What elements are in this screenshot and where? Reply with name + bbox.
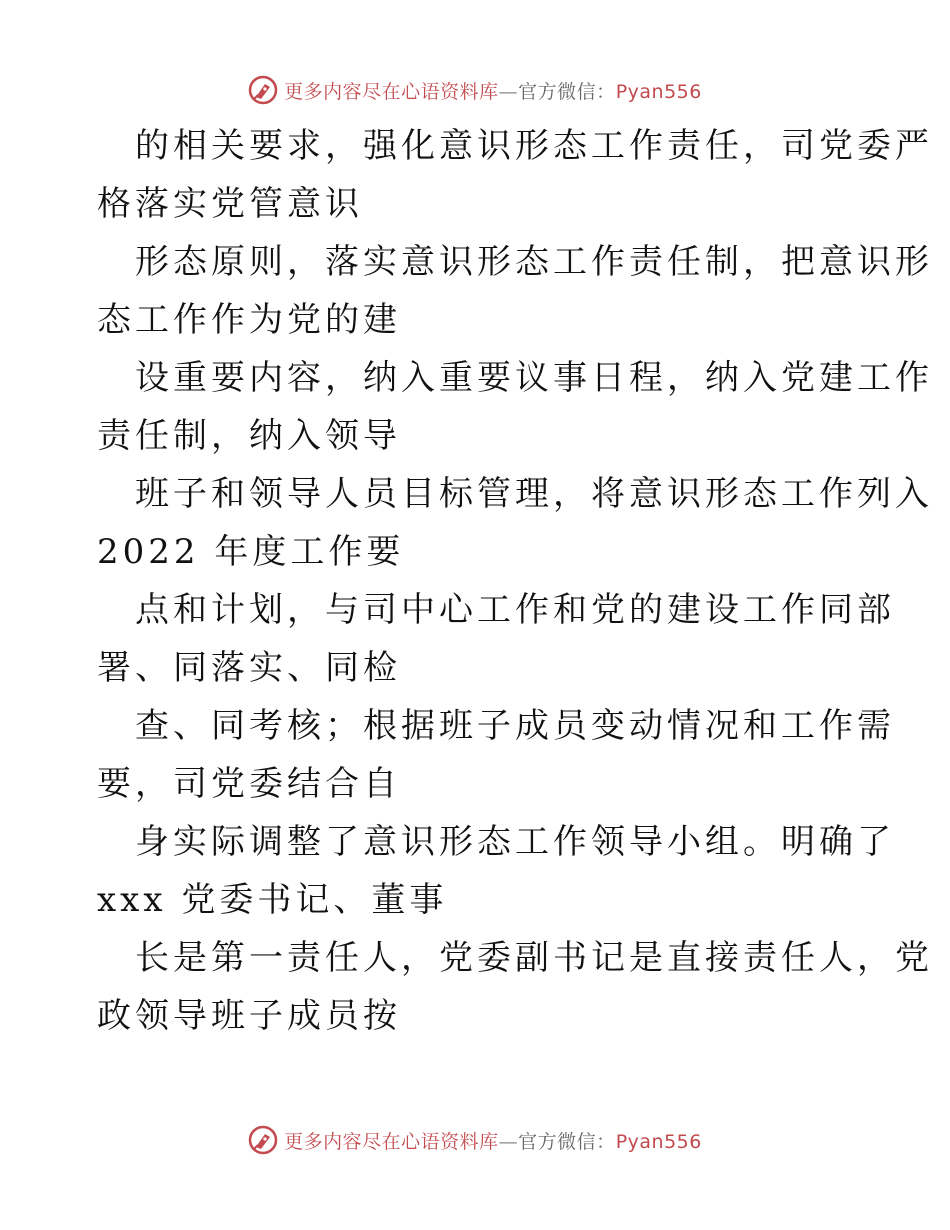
text-line: 身实际调整了意识形态工作领导小组。明确了 xyxy=(135,822,895,862)
text-line: 长是第一责任人，党委副书记是直接责任人，党 xyxy=(135,938,933,978)
footer-wechat-id: Pyan556 xyxy=(615,1130,702,1153)
text-line: 点和计划，与司中心工作和党的建设工作同部 xyxy=(135,590,895,630)
text-line: 要，司党委结合自 xyxy=(97,764,401,804)
text-line: xxx 党委书记、董事 xyxy=(97,880,448,920)
footer-wechat-label: 官方微信： xyxy=(518,1130,616,1153)
pen-nib-logo-icon xyxy=(248,1125,278,1155)
text-line: 2022 年度工作要 xyxy=(97,532,405,572)
text-line: 署、同落实、同检 xyxy=(97,648,401,688)
header-dash: — xyxy=(498,80,519,103)
footer-brand: 更多内容尽在心语资料库 xyxy=(284,1130,499,1153)
text-line: 设重要内容，纳入重要议事日程，纳入党建工作 xyxy=(135,358,933,398)
header-brand: 更多内容尽在心语资料库 xyxy=(284,80,499,103)
text-line: 形态原则，落实意识形态工作责任制，把意识形 xyxy=(135,242,933,282)
text-line: 政领导班子成员按 xyxy=(97,996,401,1036)
footer-dash: — xyxy=(498,1130,519,1153)
text-line: 的相关要求，强化意识形态工作责任，司党委严 xyxy=(135,126,933,166)
text-line: 班子和领导人员目标管理，将意识形态工作列入 xyxy=(135,474,933,514)
header-banner-text xyxy=(284,77,702,104)
text-line: 查、同考核；根据班子成员变动情况和工作需 xyxy=(135,706,895,746)
footer-banner xyxy=(0,1120,950,1160)
text-line: 责任制，纳入领导 xyxy=(97,416,401,456)
header-banner xyxy=(0,70,950,110)
footer-banner-text xyxy=(284,1127,702,1154)
header-wechat-id: Pyan556 xyxy=(615,80,702,103)
text-line: 格落实党管意识 xyxy=(97,184,363,224)
text-line: 态工作作为党的建 xyxy=(97,300,401,340)
document-body xyxy=(97,117,933,1045)
header-wechat-label: 官方微信： xyxy=(518,80,616,103)
pen-nib-logo-icon xyxy=(248,75,278,105)
